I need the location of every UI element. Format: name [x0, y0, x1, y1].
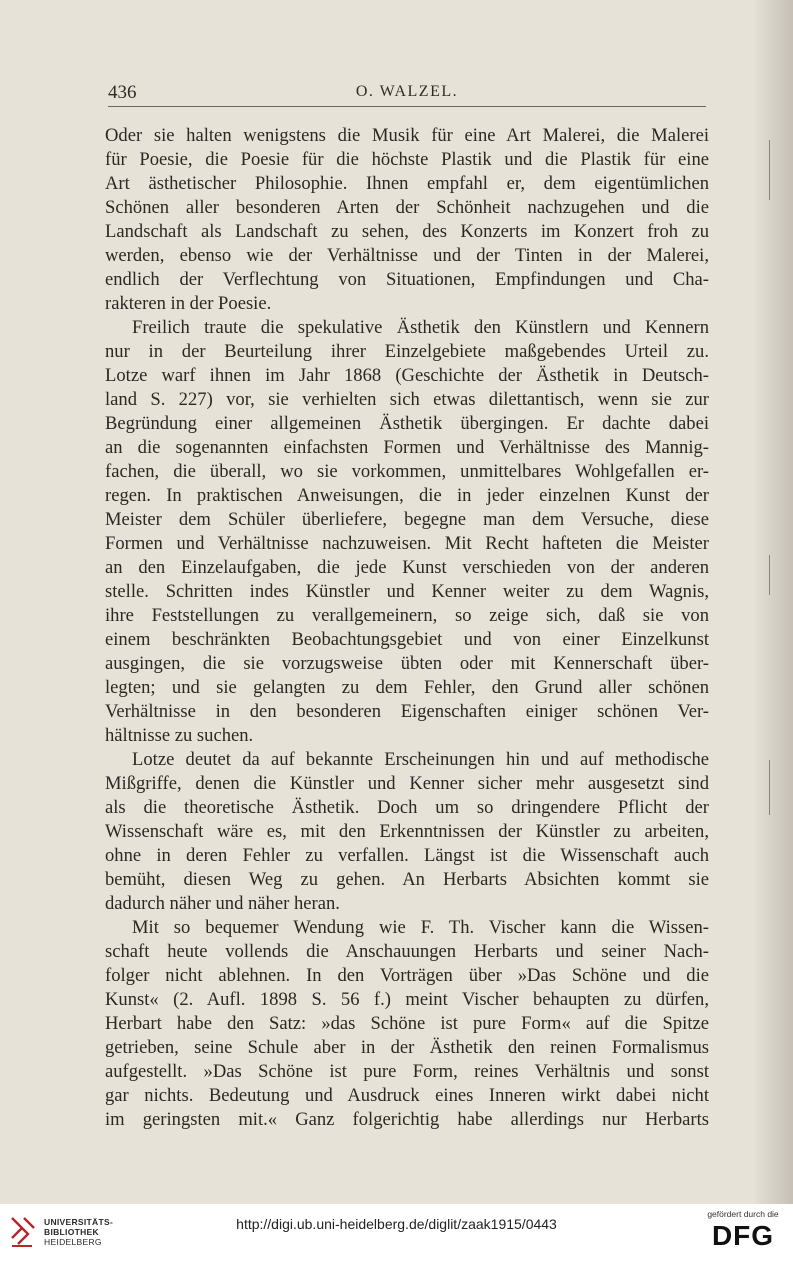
text-line: hältnisse zu suchen. [105, 725, 254, 746]
text-line: dadurch näher und näher heran. [105, 893, 340, 914]
text-line: Verhältnisse in den besonderen Eigenschaften einiger schönen Ver- [105, 701, 709, 722]
text-line: ihre Feststellungen zu verallgemeinern, so zeige sich, daß sie von [105, 605, 709, 626]
text-line: gar nichts. Bedeutung und Ausdruck eines Inneren wirkt dabei nicht [105, 1085, 709, 1106]
text-line: nur in der Beurteilung ihrer Einzelgebiete maßgebendes Urteil zu. [105, 341, 709, 362]
text-line: rakteren in der Poesie. [105, 293, 272, 314]
text-line: Schönen aller besonderen Arten der Schönheit nachzugehen und die [105, 197, 709, 218]
text-line: werden, ebenso wie der Verhältnisse und der Tinten in der Malerei, [105, 245, 709, 266]
text-line: Formen und Verhältnisse nachzuweisen. Mit Recht hafteten die Meister [105, 533, 709, 554]
text-line: ohne in deren Fehler zu verfallen. Längst ist die Wissenschaft auch [105, 845, 709, 866]
text-line: Oder sie halten wenigstens die Musik für eine Art Malerei, die Malerei [105, 125, 709, 146]
running-head-author: O. WALZEL. [355, 83, 459, 100]
viewer-footer [0, 1204, 793, 1262]
text-line: Begründung einer allgemeinen Ästhetik übergingen. Er dachte dabei [105, 413, 709, 434]
text-line: an die sogenannten einfachsten Formen und Verhältnisse des Mannig- [105, 437, 709, 458]
text-line: im geringsten mit.« Ganz folgerichtig habe allerdings nur Herbarts [105, 1109, 709, 1130]
text-line: legten; und sie gelangten zu dem Fehler, den Grund aller schönen [105, 677, 709, 698]
text-line: Lotze deutet da auf bekannte Erscheinungen hin und auf methodische [132, 749, 709, 770]
text-line: Landschaft als Landschaft zu sehen, des Konzerts im Konzert froh zu [105, 221, 709, 242]
funder-block [703, 1209, 783, 1250]
page-edge-shadow [755, 0, 793, 1204]
page-number: 436 [108, 82, 137, 103]
library-name-line: UNIVERSITÄTS- [44, 1217, 114, 1227]
text-line: endlich der Verflechtung von Situationen, Empfindungen und Cha- [105, 269, 709, 290]
text-line: land S. 227) vor, sie verhielten sich etwas dilettantisch, wenn sie zur [105, 389, 709, 410]
text-line: für Poesie, die Poesie für die höchste Plastik und die Plastik für eine [105, 149, 709, 170]
library-name-line: BIBLIOTHEK [44, 1227, 99, 1237]
edge-mark [769, 555, 770, 595]
text-line: als die theoretische Ästhetik. Doch um so dringendere Pflicht der [105, 797, 709, 818]
text-line: fachen, die überall, wo sie vorkommen, unmittelbares Wohlgefallen er- [105, 461, 709, 482]
body-text [105, 124, 709, 1132]
text-line: Mit so bequemer Wendung wie F. Th. Vischer kann die Wissen- [132, 917, 709, 938]
text-line: stelle. Schritten indes Künstler und Kenner weiter zu dem Wagnis, [105, 581, 709, 602]
text-line: Meister dem Schüler überliefere, begegne man dem Versuche, diese [105, 509, 709, 530]
funder-label: gefördert durch die [707, 1209, 779, 1219]
text-line: folger nicht ablehnen. In den Vorträgen über »Das Schöne und die [105, 965, 709, 986]
text-line: Art ästhetischer Philosophie. Ihnen empfahl er, dem eigentümlichen [105, 173, 709, 194]
text-line: aufgestellt. »Das Schöne ist pure Form, reines Verhältnis und sonst [105, 1061, 709, 1082]
library-name-line: HEIDELBERG [44, 1237, 102, 1247]
text-line: regen. In praktischen Anweisungen, die in jeder einzelnen Kunst der [105, 485, 709, 506]
edge-mark [769, 760, 770, 815]
text-line: getrieben, seine Schule aber in der Ästhetik den reinen Formalismus [105, 1037, 709, 1058]
text-line: an den Einzelaufgaben, die jede Kunst verschieden von der anderen [105, 557, 709, 578]
text-line: Herbart habe den Satz: »das Schöne ist pure Form« auf die Spitze [105, 1013, 709, 1034]
dfg-logo: DFG [711, 1220, 775, 1251]
text-line: Mißgriffe, denen die Künstler und Kenner sicher mehr ausgesetzt sind [105, 773, 709, 794]
text-line: einem beschränkten Beobachtungsgebiet und von einer Einzelkunst [105, 629, 709, 650]
text-line: Freilich traute die spekulative Ästhetik den Künstlern und Kennern [132, 317, 709, 338]
text-line: Wissenschaft wäre es, mit den Erkenntnissen der Künstler zu arbeiten, [105, 821, 709, 842]
text-line: bemüht, diesen Weg zu gehen. An Herbarts Absichten kommt sie [105, 869, 709, 890]
edge-mark [769, 140, 770, 200]
running-head [108, 80, 706, 107]
text-line: Lotze warf ihnen im Jahr 1868 (Geschichte der Ästhetik in Deutsch- [105, 365, 709, 386]
text-line: ausgingen, die sie vorzugsweise übten oder mit Kennerschaft über- [105, 653, 709, 674]
text-line: schaft heute vollends die Anschauungen Herbarts und seiner Nach- [105, 941, 709, 962]
permalink-url[interactable]: http://digi.ub.uni-heidelberg.de/diglit/zaak1915/0443 [236, 1216, 557, 1232]
text-line: Kunst« (2. Aufl. 1898 S. 56 f.) meint Vischer behaupten zu dürfen, [105, 989, 709, 1010]
